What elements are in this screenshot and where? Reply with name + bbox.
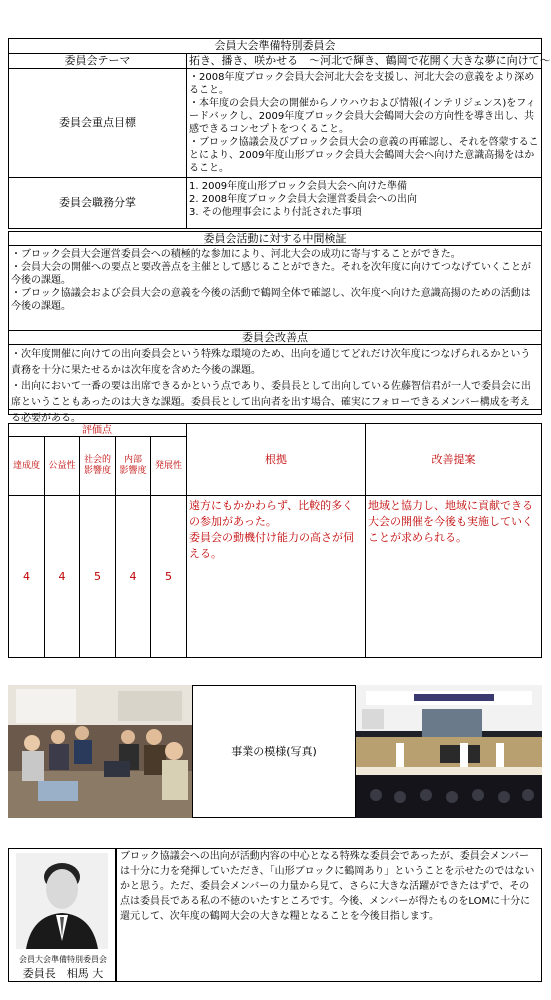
col-header-internal-impact: 内部 影響度	[115, 436, 151, 496]
col-header-social-impact: 社会的 影響度	[79, 436, 116, 496]
chair-caption-name: 委員長 相馬 大	[22, 967, 104, 980]
score-achievement: 4	[8, 495, 45, 658]
goals-text: ・2008年度ブロック会員大会河北大会を支援し、河北大会の意義をより深めること。 ・本年度の会員大会の開催からノウハウおよび情報(インテリジェンス)をフィードバックし、2009年度ブロック会員大会鶴岡大会の方向性を導き出し、共感できるコンセプトをつくること。 ・ブロック協議会及びブロック会員大会の意義の再確認し、それを啓蒙することにより、2009年度山形ブロック会員大会鶴岡大会へ向けた意識高揚をはかること。	[186, 68, 542, 178]
theme-value: 拓き、播き、咲かせる ～河北で輝き、鶴岡で花開く大きな夢に向けて～	[186, 53, 542, 69]
col-header-public-interest: 公益性	[44, 436, 80, 496]
chair-caption-committee: 会員大会準備特別委員会	[19, 955, 107, 964]
chair-portrait	[16, 853, 108, 949]
chair-comment: ブロック協議会への出向が活動内容の中心となる特殊な委員会であったが、委員会メンバーは十分に力を発揮していただき、「山形ブロックに鶴岡あり」ということを示せたのではないかと思う。ただ、委員会メンバーの力量から見て、さらに大きな活躍ができたはずで、その点は委員長である私の不徳のいたすところです。今後、メンバーが得たものをLOMに十分に還元して、次年度の鶴岡大会の大きな糧となることを今後目指します。	[116, 848, 542, 982]
score-internal-impact: 4	[115, 495, 151, 658]
review-title: 委員会活動に対する中間検証	[8, 231, 542, 246]
review-text: ・ブロック会員大会運営委員会への積極的な参加により、河北大会の成功に寄与することができた。 ・会員大会の開催への要点と要改善点を主催として感じることができた。それを次年度に向けてつなげていくことが今後の課題。 ・ブロック協議会および会員大会の意義を今後の活動で鶴岡全体で確認し、次年度へ向けた意識高揚のための活動は今後の課題。	[8, 245, 542, 331]
col-header-achievement: 達成度	[8, 436, 45, 496]
duties-text: 1. 2009年度山形ブロック会員大会へ向けた準備 2. 2008年度ブロック会員大会運営委員会への出向 3. その他理事会により付託された事項	[186, 177, 542, 229]
meeting-photo-image	[8, 685, 192, 818]
score-social-impact: 5	[79, 495, 116, 658]
improve-spacer	[8, 409, 542, 415]
photo-caption: 事業の模様(写真)	[192, 685, 356, 818]
photo-convention	[356, 685, 542, 818]
basis-text: 遠方にもかかわらず、比較的多くの参加があった。 委員会の動機付け能力の高さが伺える。	[186, 495, 366, 658]
photo-meeting	[8, 685, 192, 818]
improve-text: ・次年度開催に向けての出向委員会という特殊な環境のため、出向を通じてどれだけ次年度につなげられるかという責務を十分に果たせるかは次年度を含めた今後の課題。 ・出向において一番の要は出席できるかという点であり、委員長として出向している佐藤智信君が一人で委員会に出席ということもあったのは大きな課題。委員長として出向者を出す場合、確実にフォローできるメンバー構成を考える必要がある。	[8, 344, 542, 410]
duties-label: 委員会職務分掌	[8, 177, 187, 229]
improve-title: 委員会改善点	[8, 330, 542, 345]
score-growth: 5	[150, 495, 187, 658]
proposal-header: 改善提案	[365, 423, 542, 496]
evaluation-header: 評価点	[82, 425, 112, 436]
goals-label: 委員会重点目標	[8, 68, 187, 178]
section-title: 会員大会準備特別委員会	[8, 38, 542, 54]
convention-photo-image	[356, 685, 542, 818]
proposal-text: 地域と協力し、地域に貢献できる大会の開催を今後も実施していくことが求められる。	[365, 495, 542, 658]
chair-portrait-image	[16, 853, 108, 949]
basis-header: 根拠	[186, 423, 366, 496]
score-public-interest: 4	[44, 495, 80, 658]
col-header-growth: 発展性	[150, 436, 187, 496]
theme-label: 委員会テーマ	[8, 53, 187, 69]
